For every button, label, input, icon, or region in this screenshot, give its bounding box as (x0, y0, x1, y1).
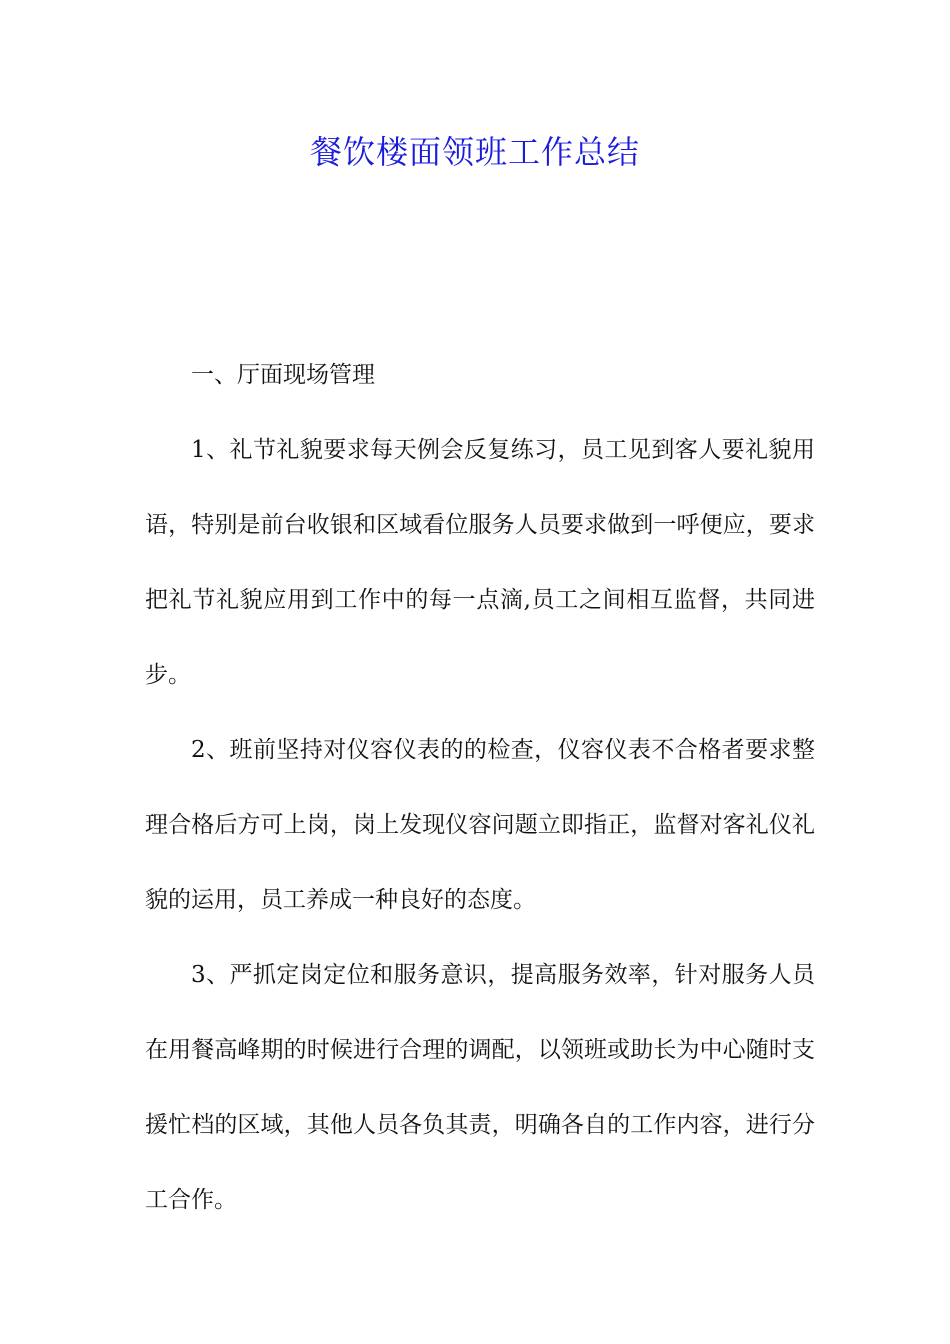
paragraph-1: 1、礼节礼貌要求每天例会反复练习，员工见到客人要礼貌用语，特别是前台收银和区域看位服务人员要求做到一呼便应，要求把礼节礼貌应用到工作中的每一点滴,员工之间相互监督，共同进步。 (145, 437, 815, 688)
document-body (145, 338, 815, 1238)
section-heading: 一、厅面现场管理 (191, 362, 375, 388)
paragraph-2: 2、班前坚持对仪容仪表的的检查，仪容仪表不合格者要求整理合格后方可上岗，岗上发现仪容问题立即指正，监督对客礼仪礼貌的运用，员工养成一种良好的态度。 (145, 737, 815, 913)
paragraph-3: 3、严抓定岗定位和服务意识，提高服务效率，针对服务人员在用餐高峰期的时候进行合理的调配，以领班或助长为中心随时支援忙档的区域，其他人员各负其责，明确各自的工作内容，进行分工合作。 (145, 962, 815, 1213)
document-title: 餐饮楼面领班工作总结 (309, 133, 640, 171)
